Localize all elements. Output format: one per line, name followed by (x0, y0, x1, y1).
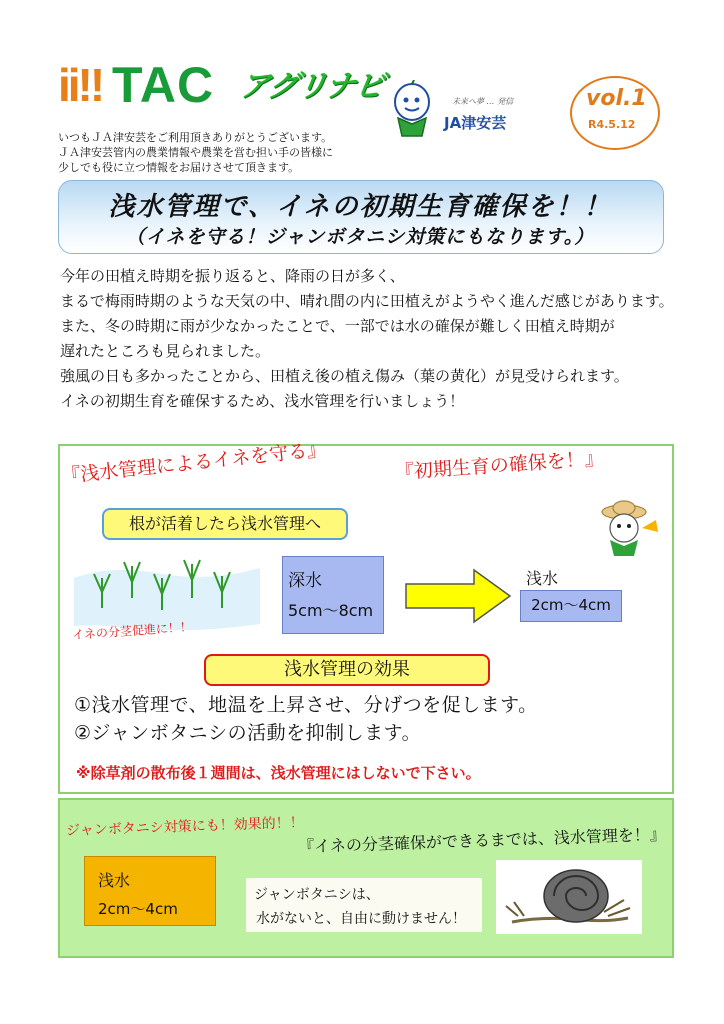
shallow-water-depth: 2cm～4cm (520, 590, 622, 622)
body-paragraph (60, 264, 674, 414)
snail-note-line-2: 水がないと、自由に動けません！ (256, 911, 466, 927)
body-line: 今年の田植え時期を振り返ると、降雨の日が多く、 (60, 267, 405, 285)
agrinavi-title: アグリナビ (237, 69, 387, 104)
body-line: 強風の日も多かったことから、田植え後の植え傷み（葉の黄化）が見受けられます。 (60, 367, 629, 385)
issue-date: R4.5.12 (588, 118, 636, 131)
orange-box-depth: 2cm～4cm (98, 900, 178, 918)
orange-box-label: 浅水 (98, 871, 131, 890)
root-established-pill: 根が活着したら浅水管理へ (102, 508, 348, 540)
section-heading-protect: 『浅水管理によるイネを守る』 (60, 438, 328, 488)
intro-line: ＪＡ津安芸管内の農業情報や農業を営む担い手の皆様に (58, 146, 333, 159)
body-line: まるで梅雨時期のような天気の中、晴れ間の内に田植えがようやく進んだ感じがあります。 (60, 292, 674, 310)
deep-water-label: 深水 (288, 571, 322, 591)
ja-tagline: 未来へ夢 … 発信 (452, 97, 514, 106)
apple-snail-icon (504, 862, 636, 932)
page-subtitle: （イネを守る！ジャンボタニシ対策にもなります。） (125, 226, 595, 248)
page-title: 浅水管理で、イネの初期生育確保を！！ (108, 192, 612, 222)
body-line: イネの初期生育を確保するため、浅水管理を行いましょう！ (60, 392, 465, 410)
shallow-water-label: 浅水 (526, 569, 559, 588)
herbicide-note: ※除草剤の散布後１週間は、浅水管理にはしないで下さい。 (76, 764, 481, 782)
intro-line: 少しでも役に立つ情報をお届けさせて頂きます。 (58, 161, 300, 174)
logo-tac: TAC (112, 57, 215, 113)
snail-note-line-1: ジャンボタニシは、 (254, 887, 380, 903)
section-heading-growth: 『初期生育の確保を！』 (394, 447, 605, 484)
apple-snail-heading: ジャンボタニシ対策にも！効果的！！ (65, 814, 304, 840)
tiller-secure-heading: 『イネの分茎確保ができるまでは、浅水管理を！』 (297, 824, 667, 857)
logo-ii-mark: ii!! (58, 59, 103, 111)
intro-line: いつもＪＡ津安芸をご利用頂きありがとうございます。 (58, 131, 333, 144)
intro-text (58, 130, 333, 175)
body-line: 遅れたところも見られました。 (60, 342, 271, 360)
ja-name: JA津安芸 (444, 114, 507, 132)
effect-title-pill: 浅水管理の効果 (204, 654, 490, 686)
tiller-promotion-caption: イネの分茎促進に！！ (71, 619, 193, 643)
ja-mascot-icon (384, 80, 440, 138)
arrow-right-icon (404, 568, 512, 624)
body-line: また、冬の時期に雨が少なかったことで、一部では水の確保が難しく田植え時期が (60, 317, 615, 335)
deep-water-depth: 5cm～8cm (288, 601, 374, 620)
effect-item-1: ①浅水管理で、地温を上昇させ、分げつを促します。 (74, 694, 538, 716)
volume-number: vol.1 (586, 86, 647, 111)
farmer-mascot-icon (598, 498, 660, 556)
effect-item-2: ②ジャンボタニシの活動を抑制します。 (74, 722, 422, 744)
